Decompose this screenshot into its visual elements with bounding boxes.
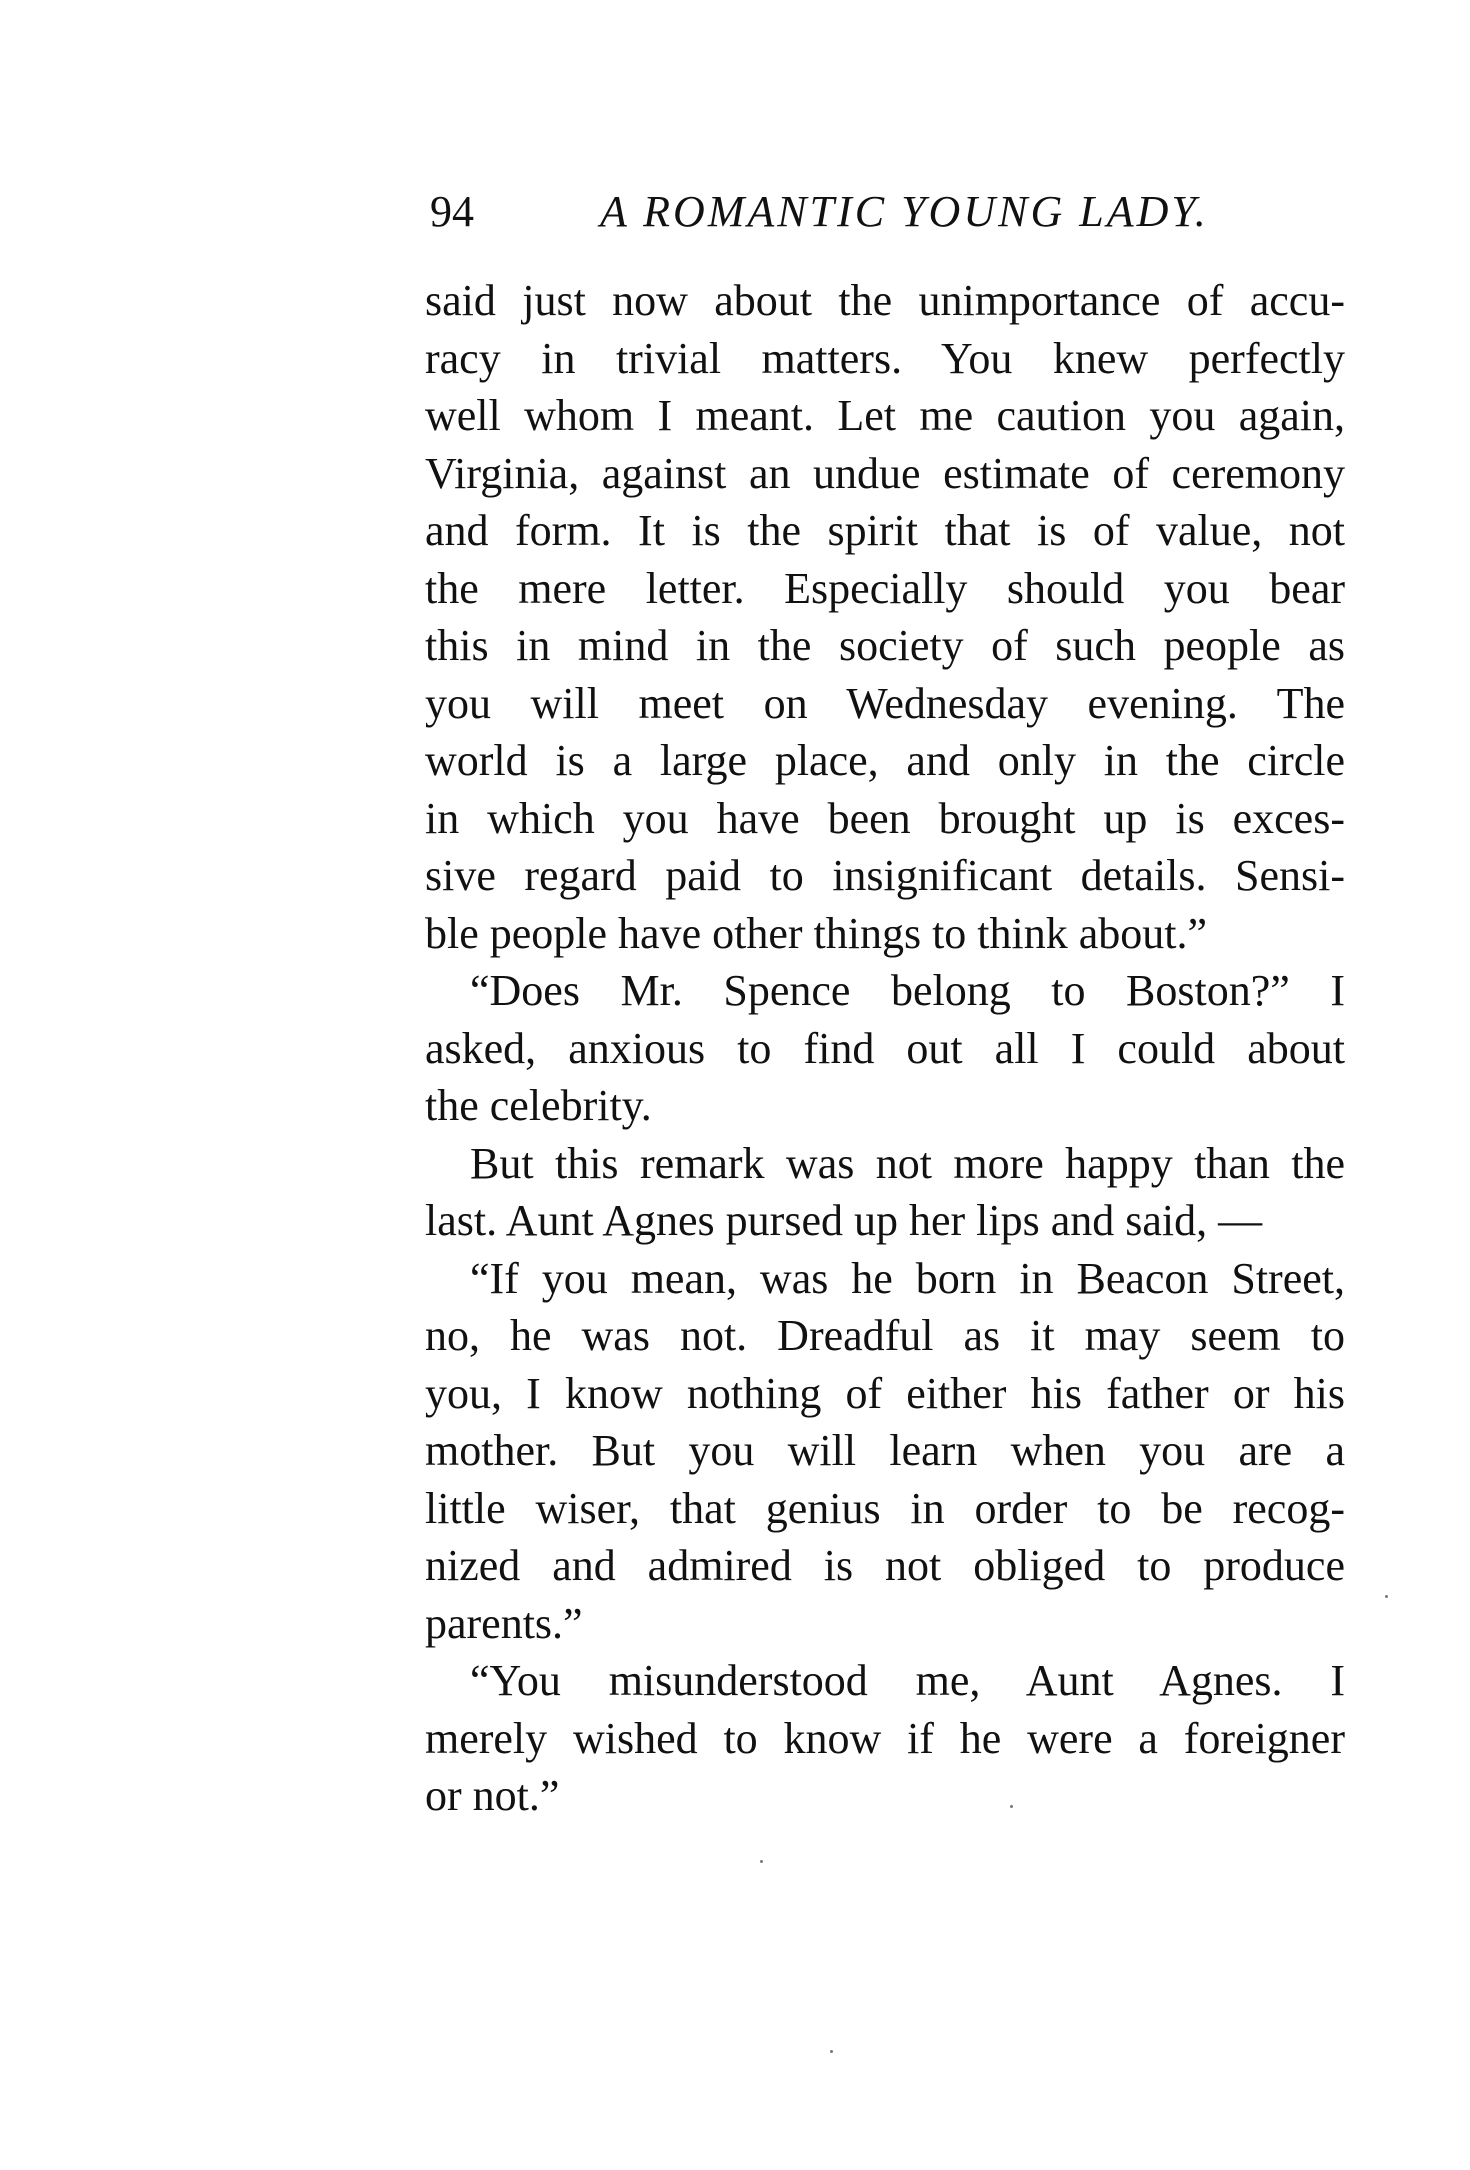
page-number: 94 bbox=[430, 187, 474, 236]
text-line: and form. It is the spirit that is of value, not bbox=[425, 506, 1345, 555]
text-line: said just now about the unimportance of accu- bbox=[425, 276, 1345, 325]
text-line: But this remark was not more happy than the bbox=[470, 1138, 1345, 1188]
text-line: “If you mean, was he born in Beacon Street, bbox=[470, 1253, 1345, 1303]
text-line: Virginia, against an undue estimate of ceremony bbox=[425, 448, 1345, 498]
text-line: the celebrity. bbox=[425, 1081, 652, 1130]
text-line: asked, anxious to find out all I could about bbox=[425, 1023, 1345, 1073]
text-line: you will meet on Wednesday evening. The bbox=[425, 678, 1345, 728]
text-line: well whom I meant. Let me caution you again, bbox=[425, 391, 1345, 440]
text-line: in which you have been brought up is exces- bbox=[425, 793, 1345, 843]
body-text bbox=[425, 272, 1345, 1825]
text-line: “You misunderstood me, Aunt Agnes. I bbox=[470, 1656, 1345, 1705]
text-line: this in mind in the society of such people as bbox=[425, 621, 1345, 670]
text-line: you, I know nothing of either his father or his bbox=[425, 1368, 1345, 1418]
text-line: no, he was not. Dreadful as it may seem to bbox=[425, 1311, 1345, 1360]
text-line: the mere letter. Especially should you bear bbox=[425, 563, 1345, 613]
text-line: little wiser, that genius in order to be recog- bbox=[425, 1483, 1345, 1533]
text-line: sive regard paid to insignificant details. Sensi- bbox=[425, 851, 1345, 900]
text-line: parents.” bbox=[425, 1598, 583, 1648]
text-line: mother. But you will learn when you are a bbox=[425, 1426, 1345, 1475]
paper-speck bbox=[1385, 1595, 1388, 1598]
text-line: last. Aunt Agnes pursed up her lips and said, — bbox=[425, 1196, 1263, 1245]
text-line: “Does Mr. Spence belong to Boston?” I bbox=[470, 966, 1345, 1015]
page-header bbox=[430, 182, 1350, 242]
text-line: merely wished to know if he were a foreigner bbox=[425, 1713, 1345, 1763]
text-line: or not.” bbox=[425, 1771, 560, 1820]
text-line: world is a large place, and only in the circle bbox=[425, 736, 1345, 785]
text-line: ble people have other things to think about.” bbox=[425, 908, 1208, 958]
text-line: nized and admired is not obliged to produce bbox=[425, 1541, 1345, 1590]
paper-speck bbox=[830, 2050, 833, 2053]
paper-speck bbox=[1010, 1805, 1013, 1808]
text-line: racy in trivial matters. You knew perfectly bbox=[425, 333, 1345, 383]
running-title: A ROMANTIC YOUNG LADY. bbox=[600, 187, 1209, 236]
paper-speck bbox=[760, 1860, 763, 1863]
